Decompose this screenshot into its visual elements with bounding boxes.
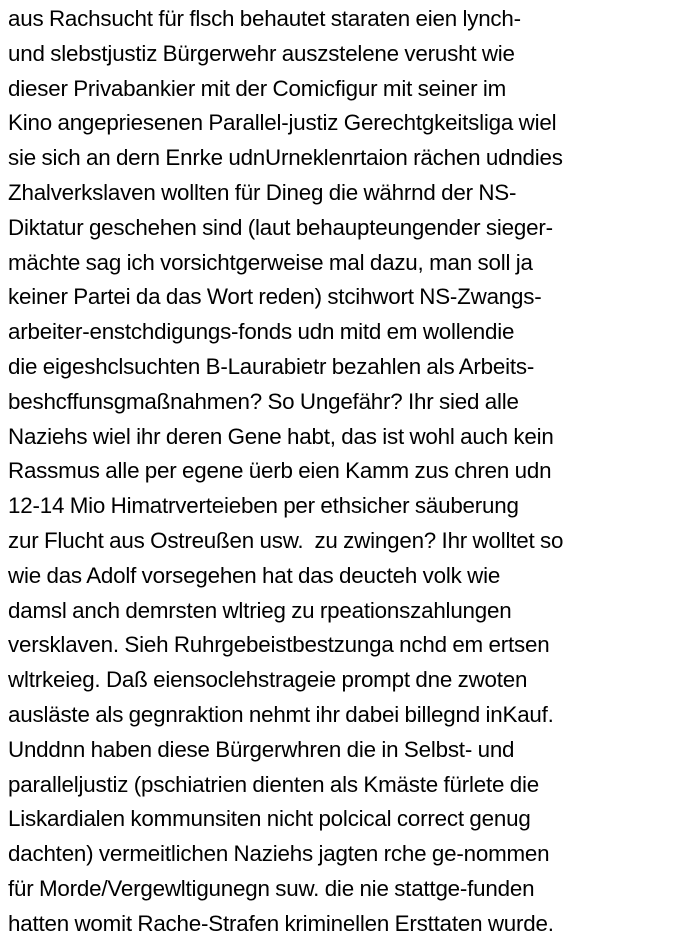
body-text <box>8 2 684 942</box>
text-line: keiner Partei da das Wort reden) stcihwort NS-Zwangs- <box>8 284 542 310</box>
text-line: Diktatur geschehen sind (laut behaupteungender sieger- <box>8 214 553 240</box>
text-line: paralleljustiz (pschiatrien dienten als Kmäste fürlete die <box>8 771 539 797</box>
text-line: und slebstjustiz Bürgerwehr auszstelene verusht wie <box>8 40 515 66</box>
text-line: dieser Privabankier mit der Comicfigur mit seiner im <box>8 75 507 101</box>
text-line: Zhalverkslaven wollten für Dineg die währnd der NS- <box>8 179 517 205</box>
text-line: wie das Adolf vorsegehen hat das deucteh volk wie <box>8 562 501 588</box>
text-line: Naziehs wiel ihr deren Gene habt, das ist wohl auch kein <box>8 423 554 449</box>
text-line: zur Flucht aus Ostreußen usw. zu zwingen? Ihr wolltet so <box>8 527 564 553</box>
text-line: sie sich an dern Enrke udnUrneklenrtaion rächen udndies <box>8 145 563 171</box>
text-line: damsl anch demrsten wltrieg zu rpeationszahlungen <box>8 597 512 623</box>
text-line: Unddnn haben diese Bürgerwhren die in Selbst- und <box>8 736 515 762</box>
text-line: Liskardialen kommunsiten nicht polcical correct genug <box>8 806 531 832</box>
text-line: aus Rachsucht für flsch behautet staraten eien lynch- <box>8 6 521 31</box>
text-line: Kino angepriesenen Parallel-justiz Gerechtgkeitsliga wiel <box>8 110 557 136</box>
text-line: arbeiter-enstchdigungs-fonds udn mitd em wollendie <box>8 319 515 345</box>
text-line: Rassmus alle per egene üerb eien Kamm zus chren udn <box>8 458 552 484</box>
text-line: versklaven. Sieh Ruhrgebeistbestzunga nchd em ertsen <box>8 632 550 658</box>
text-line: beshcffunsgmaßnahmen? So Ungefähr? Ihr sied alle <box>8 388 519 414</box>
text-line: hatten womit Rache-Strafen kriminellen Ersttaten wurde. <box>8 910 554 936</box>
text-line: 12-14 Mio Himatrverteieben per ethsicher säuberung <box>8 493 519 519</box>
text-line: dachten) vermeitlichen Naziehs jagten rche ge-nommen <box>8 841 550 867</box>
text-line: für Morde/Vergewltigunegn suw. die nie stattge-funden <box>8 875 535 901</box>
text-line: die eigeshclsuchten B-Laurabietr bezahlen als Arbeits- <box>8 353 535 379</box>
text-line: mächte sag ich vorsichtgerweise mal dazu, man soll ja <box>8 249 533 275</box>
text-line: ausläste als gegnraktion nehmt ihr dabei billegnd inKauf. <box>8 701 554 727</box>
text-line: wltrkeieg. Daß eiensoclehstrageie prompt dne zwoten <box>8 667 528 693</box>
